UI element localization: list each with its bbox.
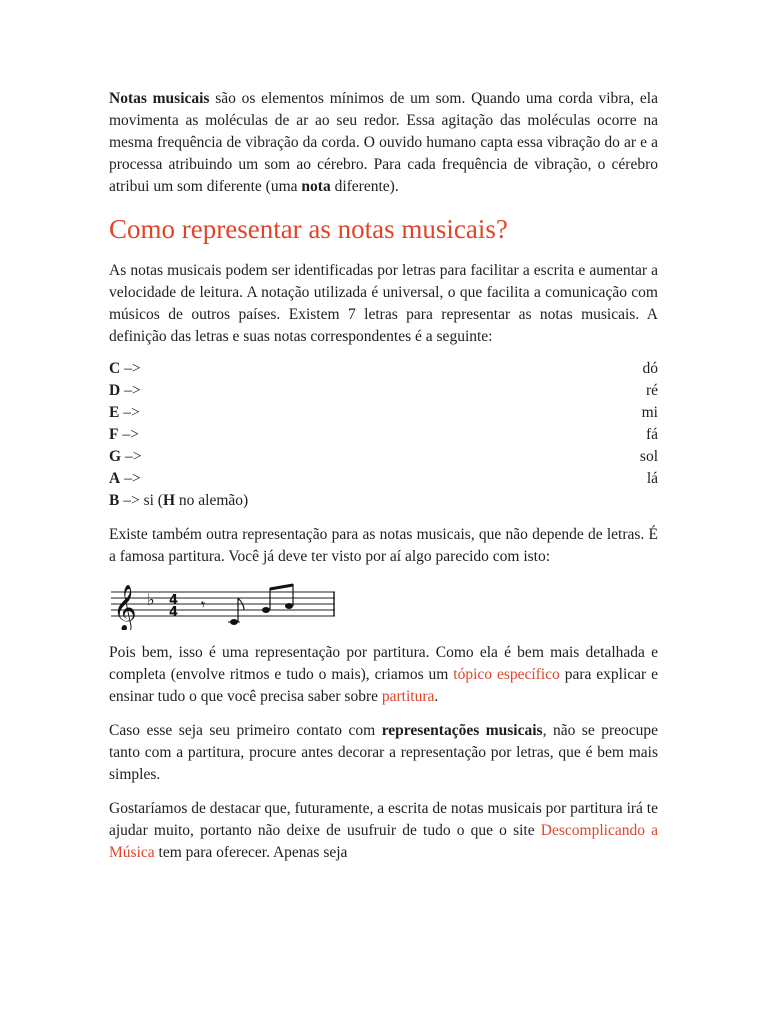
note-arrow: –> [119, 404, 140, 421]
intro-term: Notas musicais [109, 90, 210, 107]
note-letter: E [109, 404, 120, 421]
partitura-link[interactable]: partitura [381, 688, 435, 705]
eighth-rest-icon: 𝄾 [201, 595, 206, 614]
music-staff [109, 578, 658, 630]
note-row-b [109, 490, 658, 512]
note-arrow: –> si ( [119, 492, 163, 509]
note-letter: F [109, 426, 119, 443]
paragraph-topic [109, 642, 658, 708]
note-name: sol [639, 448, 658, 465]
note-row-e [109, 402, 658, 424]
note-name: fá [645, 426, 658, 443]
note-letter: C [109, 360, 121, 377]
note-letter: G [109, 448, 122, 465]
note-arrow: –> [120, 360, 141, 377]
note-row-f [109, 424, 658, 446]
bold-term: representações musicais [381, 722, 543, 739]
note-suffix: no alemão) [175, 492, 249, 509]
note-row-g [109, 446, 658, 468]
note-h-letter: H [162, 492, 176, 509]
paragraph-text: Gostaríamos de destacar que, futuramente, a escrita de notas musicais por partitura irá te ajudar muito, portanto não deixe de usufruir de tudo o que o site [109, 800, 658, 839]
paragraph-text: tem para oferecer. Apenas seja [154, 844, 348, 861]
paragraph-letters: As notas musicais podem ser identificadas por letras para facilitar a escrita e aumentar a velocidade de leitura. A notação utilizada é universal, o que facilita a comunicação com músicos de outros países. Existem 7 letras para representar as notas musicais. A definição das letras e suas notas correspondentes é a seguinte: [109, 262, 658, 345]
note-name: mi [641, 404, 658, 421]
eighth-note-icon [228, 598, 244, 625]
intro-text: são os elementos mínimos de um som. Quando uma corda vibra, ela movimenta as moléculas de ar ao seu redor. Essa agitação das moléculas ocorre na mesma frequência de vibração da corda. O ouvido humano capta essa vibração do ar e a processa atribuindo um som ao cérebro. Para cada frequência de vibração, o cérebro atribui um som diferente (uma [109, 90, 658, 195]
music-staff-svg [109, 578, 339, 630]
note-arrow: –> [121, 448, 142, 465]
note-letter: A [109, 470, 121, 487]
paragraph-highlight [109, 798, 658, 864]
note-arrow: –> [118, 426, 139, 443]
treble-clef-icon: 𝄞 [113, 585, 137, 630]
time-signature-top: 4 [169, 593, 179, 608]
site-link[interactable]: Descomplicando a Música [109, 822, 659, 861]
paragraph-text: para explicar e ensinar tudo o que você precisa saber sobre [109, 666, 658, 705]
intro-bold-word: nota [301, 178, 331, 195]
note-name: ré [645, 382, 658, 399]
note-row-a [109, 468, 658, 490]
topic-link[interactable]: tópico específico [453, 666, 560, 683]
article-body [109, 88, 658, 864]
note-name: lá [646, 470, 658, 487]
paragraph-partitura: Existe também outra representação para as notas musicais, que não depende de letras. É a famosa partitura. Você já deve ter visto por aí algo parecido com isto: [109, 526, 658, 565]
note-arrow: –> [120, 470, 141, 487]
note-row-d [109, 380, 658, 402]
paragraph-text: Pois bem, isso é uma representação por partitura. Como ela é bem mais detalhada e completa (envolve ritmos e tudo o mais), criamos um [109, 644, 658, 683]
intro-text-end: diferente). [330, 178, 399, 195]
time-signature-bottom: 4 [169, 605, 179, 620]
paragraph-first-contact [109, 720, 658, 786]
notes-list [109, 358, 658, 512]
intro-paragraph [109, 88, 658, 198]
note-letter: D [109, 382, 121, 399]
paragraph-text: , não se preocupe tanto com a partitura, procure antes decorar a representação por letras, que é bem mais simples. [109, 722, 659, 783]
note-letter: B [109, 492, 120, 509]
note-name: dó [642, 360, 658, 377]
note-row-c [109, 358, 658, 380]
note-arrow: –> [120, 382, 141, 399]
paragraph-text: . [434, 688, 439, 705]
section-heading: Como representar as notas musicais? [109, 214, 508, 244]
flat-icon: ♭ [147, 590, 155, 609]
paragraph-text: Caso esse seja seu primeiro contato com [109, 722, 382, 739]
